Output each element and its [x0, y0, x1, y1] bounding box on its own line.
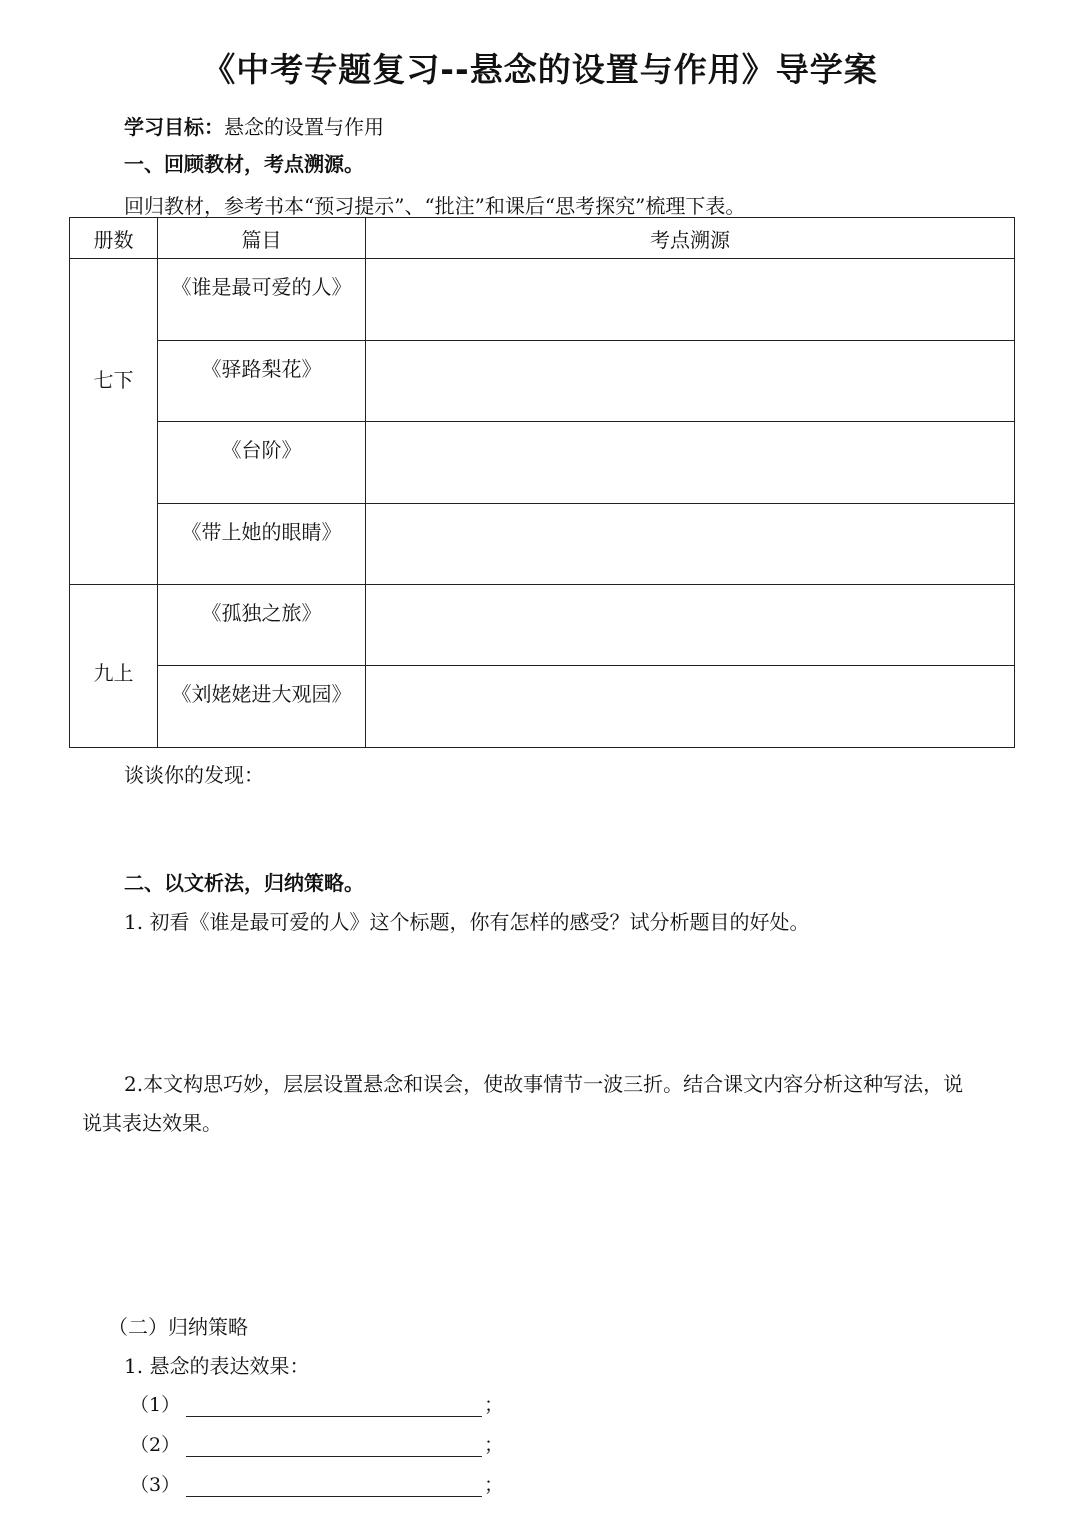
table-row	[70, 503, 1015, 584]
blank-number: （2）	[130, 1434, 181, 1456]
article-cell: 《带上她的眼睛》	[158, 503, 366, 584]
article-cell: 《刘姥姥进大观园》	[158, 666, 366, 748]
article-cell: 《台阶》	[158, 422, 366, 503]
discover-prompt: 谈谈你的发现：	[124, 763, 264, 787]
blank-number: （1）	[130, 1394, 181, 1416]
source-answer-cell[interactable]	[366, 259, 1015, 340]
table-row	[70, 340, 1015, 421]
source-answer-cell[interactable]	[366, 666, 1015, 748]
end-mark: ；	[484, 1474, 504, 1496]
table-row	[70, 259, 1015, 340]
header-volume: 册数	[70, 218, 158, 259]
blank-row	[130, 1470, 503, 1497]
header-article: 篇目	[158, 218, 366, 259]
article-cell: 《孤独之旅》	[158, 585, 366, 666]
answer-blank[interactable]	[186, 1394, 482, 1417]
question-2-line1: 2.本文构思巧妙，层层设置悬念和误会，使故事情节一波三折。结合课文内容分析这种写法，说	[124, 1072, 964, 1096]
blank-row	[130, 1430, 503, 1457]
section1-heading: 一、回顾教材，考点溯源。	[124, 152, 364, 176]
blank-row	[130, 1390, 503, 1417]
source-answer-cell[interactable]	[366, 503, 1015, 584]
learning-goal	[124, 111, 384, 140]
answer-blank[interactable]	[186, 1474, 482, 1497]
blank-number: （3）	[130, 1474, 181, 1496]
header-source: 考点溯源	[366, 218, 1015, 259]
volume-cell: 七下	[70, 259, 158, 585]
effect-item: 1. 悬念的表达效果：	[124, 1354, 310, 1378]
article-cell: 《驿路梨花》	[158, 340, 366, 421]
volume-cell: 九上	[70, 585, 158, 748]
question-2-line2: 说其表达效果。	[82, 1111, 222, 1135]
section1-instruction: 回归教材，参考书本“预习提示”、“批注”和课后“思考探究”梳理下表。	[124, 194, 746, 218]
source-answer-cell[interactable]	[366, 422, 1015, 503]
table-row	[70, 666, 1015, 748]
answer-blank[interactable]	[186, 1434, 482, 1457]
table-header-row	[70, 218, 1015, 259]
review-table	[69, 217, 1014, 748]
section2-heading: 二、以文析法，归纳策略。	[124, 871, 364, 895]
section3-heading: （二）归纳策略	[108, 1315, 248, 1339]
learning-goal-label: 学习目标：	[124, 115, 224, 139]
article-cell: 《谁是最可爱的人》	[158, 259, 366, 340]
question-1: 1. 初看《谁是最可爱的人》这个标题，你有怎样的感受？试分析题目的好处。	[124, 910, 810, 934]
table-row	[70, 422, 1015, 503]
table-row	[70, 585, 1015, 666]
source-answer-cell[interactable]	[366, 585, 1015, 666]
source-answer-cell[interactable]	[366, 340, 1015, 421]
end-mark: ；	[484, 1434, 504, 1456]
end-mark: ；	[484, 1394, 504, 1416]
learning-goal-text: 悬念的设置与作用	[224, 115, 384, 139]
page-title: 《中考专题复习--悬念的设置与作用》导学案	[202, 50, 878, 89]
